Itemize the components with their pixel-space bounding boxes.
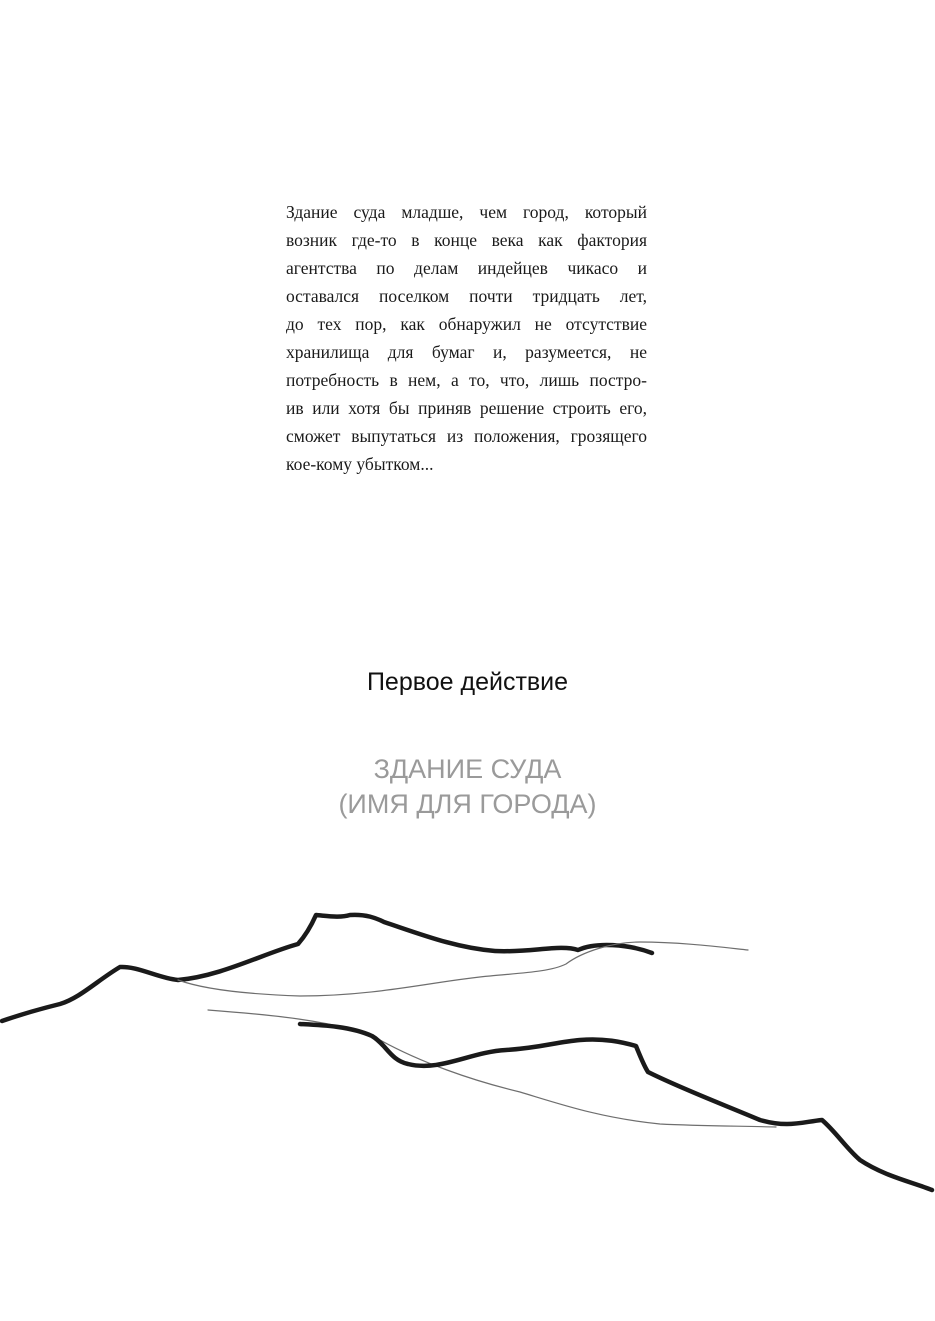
landscape-illustration [0,890,935,1210]
epigraph-line: до тех пор, как обнаружил не отсутствие [286,314,647,334]
epigraph-line: агентства по делам индейцев чикасо и [286,258,647,278]
upper-ridge [2,915,748,1021]
epigraph-line: сможет выпутаться из положения, грозящего [286,426,647,446]
part-title: Первое действие [366,668,569,696]
epigraph-line: возник где-то в конце века как фактория [286,230,647,250]
lower-ridge-inner-line [208,1010,776,1127]
epigraph-line: оставался поселком почти тридцать лет, [286,286,647,306]
lower-ridge [208,1010,932,1190]
epigraph [286,198,647,478]
epigraph-line: потребность в нем, а то, что, лишь постро- [286,370,647,390]
lower-ridge-outline [300,1024,932,1190]
upper-ridge-inner-line [178,942,748,996]
chapter-title-line: ЗДАНИЕ СУДА [373,754,562,784]
epigraph-line: Здание суда младше, чем город, который [286,202,647,222]
epigraph-line: хранилища для бумаг и, разумеется, не [286,342,647,362]
chapter-title-subtitle: (ИМЯ ДЛЯ ГОРОДА) [338,789,597,819]
epigraph-line: кое-кому убытком... [286,454,434,474]
epigraph-line: ив или хотя бы приняв решение строить его, [286,398,647,418]
chapter-title [0,752,935,822]
